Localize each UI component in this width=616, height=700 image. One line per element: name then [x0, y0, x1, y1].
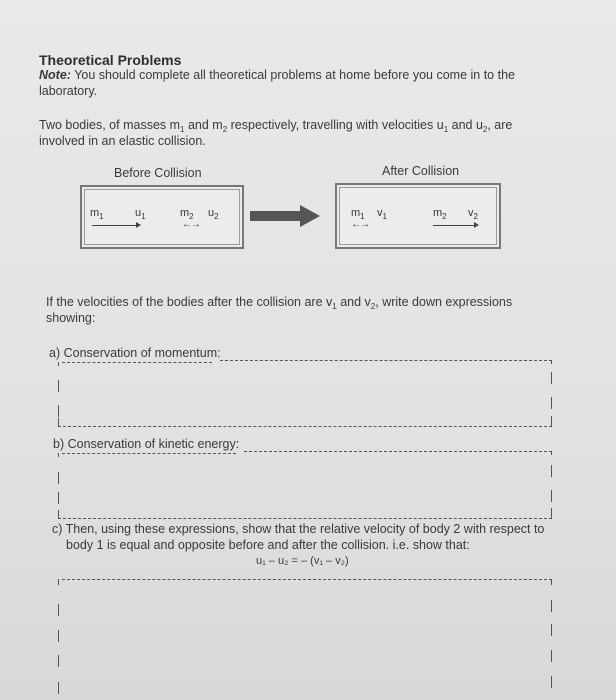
note-label: Note:	[39, 68, 71, 82]
question-line-1: If the velocities of the bodies after the collision are $v_1$ and $v_2$, write down expressions	[46, 295, 513, 311]
after-collision-box	[335, 183, 501, 249]
part-a-label: a) Conservation of momentum:	[49, 346, 221, 360]
part-b-label: b) Conservation of kinetic energy:	[53, 437, 240, 451]
note-text: You should complete all theoretical problems at home before you come in to the laboratory.	[39, 68, 515, 98]
collision-arrow-icon	[250, 205, 320, 227]
before-m2-label: $m_2$	[180, 207, 194, 221]
before-collision-box	[80, 185, 244, 249]
question-line-2: showing:	[46, 311, 96, 325]
intro-line-1: Two bodies, of masses $m_1$ and $m_2$ respectively, travelling with velocities $u_1$ and $u_2$, are	[39, 118, 513, 134]
before-u1-label: $u_1$	[135, 207, 146, 221]
part-c-line-1: c) Then, using these expressions, show that the relative velocity of body 2 with respect to	[52, 522, 545, 536]
after-body1-double-arrow: ←→	[351, 219, 369, 230]
before-m1-label: $m_1$	[90, 207, 104, 221]
after-collision-title: After Collision	[382, 164, 460, 178]
intro-line-2: involved in an elastic collision.	[39, 134, 206, 148]
before-body2-double-arrow: ←→	[182, 219, 200, 230]
note-paragraph	[39, 67, 569, 99]
section-title: Theoretical Problems	[39, 52, 182, 68]
part-c-line-2: body 1 is equal and opposite before and after the collision. i.e. show that:	[66, 538, 470, 552]
before-u2-label: $u_2$	[208, 207, 219, 221]
after-m2-label: $m_2$	[433, 207, 447, 221]
relative-velocity-equation: u₁ – u₂ = – (v₁ – v₂)	[256, 555, 349, 567]
after-v1-label: $v_1$	[377, 207, 387, 221]
after-m1-label: $m_1$	[351, 207, 365, 221]
before-body1-arrow	[92, 225, 137, 226]
after-body2-arrow	[433, 225, 475, 226]
before-collision-title: Before Collision	[114, 166, 202, 180]
after-v2-label: $v_2$	[468, 207, 478, 221]
